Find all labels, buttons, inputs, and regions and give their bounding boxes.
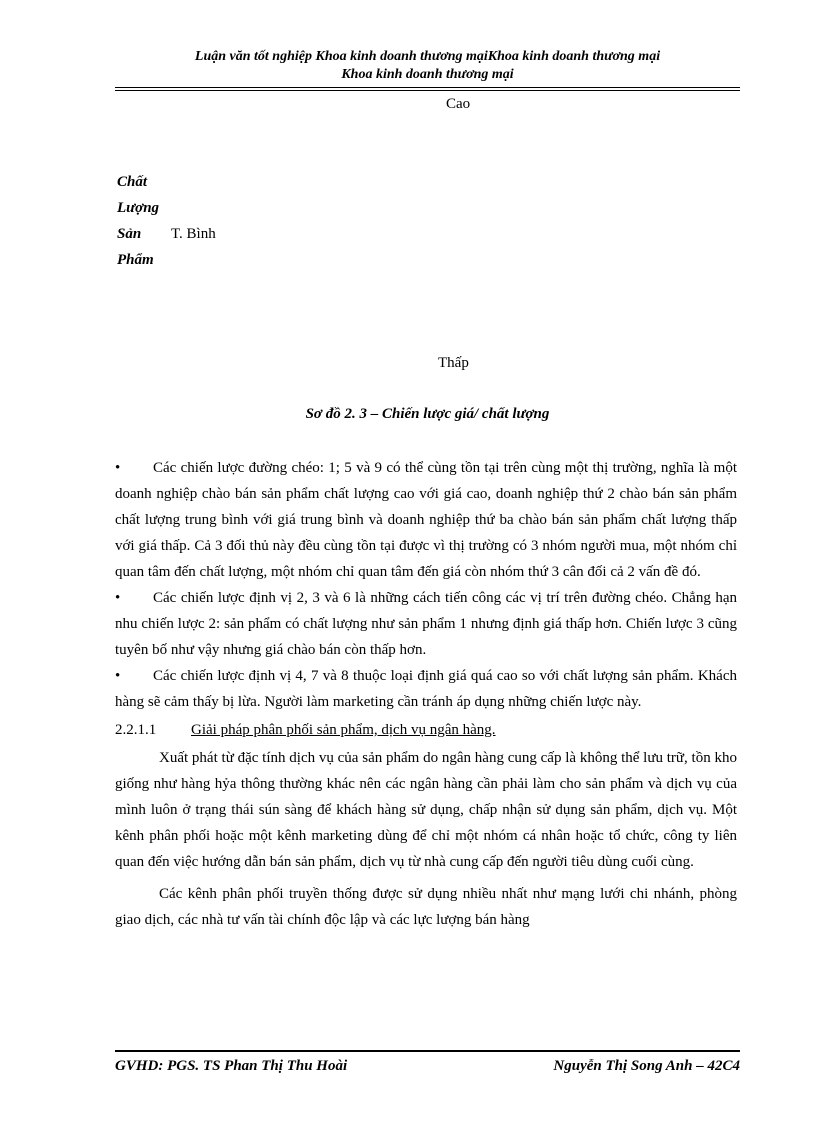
axis-word-4: Phẩm bbox=[117, 252, 154, 268]
bullet-paragraph-1 bbox=[115, 455, 737, 585]
page-header bbox=[115, 48, 740, 84]
bullet-text-3: Các chiến lược định vị 4, 7 và 8 thuộc loại định giá quá cao so với chất lượng sản phẩm. Khách hàng sẽ cảm thấy bị lừa. Người làm marketing cần tránh áp dụng những chiến lược này. bbox=[115, 668, 737, 710]
bullet-icon: • bbox=[115, 590, 121, 606]
header-line-1: Luận văn tốt nghiệp Khoa kinh doanh thương mạiKhoa kinh doanh thương mại bbox=[194, 49, 661, 64]
section-number: 2.2.1.1 bbox=[115, 722, 157, 738]
footer-rule bbox=[115, 1050, 740, 1052]
axis-word-2: Lượng bbox=[117, 200, 160, 216]
section-heading bbox=[115, 717, 737, 743]
diagram-middle-label: T. Bình bbox=[171, 226, 216, 242]
paragraph-2: Các kênh phân phối truyền thống được sử dụng nhiều nhất như mạng lưới chi nhánh, phòng giao dịch, các nhà tư vấn tài chính độc lập và các lực lượng bán hàng bbox=[115, 886, 737, 928]
page-footer bbox=[115, 1058, 740, 1075]
bullet-text-1: Các chiến lược đường chéo: 1; 5 và 9 có thể cùng tồn tại trên cùng một thị trường, nghĩa là một doanh nghiệp chào bán sản phẩm chất lượng cao với giá cao, doanh nghiệp thứ 2 chào bán sản phẩm chất lượng trung bình với giá trung bình và doanh nghiệp thứ ba chào bán sản phẩm chất lượng thấp với giá thấp. Cả 3 đối thủ này đều cùng tồn tại được vì thị trường có 3 nhóm người mua, một nhóm chỉ quan tâm đến chất lượng, một nhóm chỉ quan tâm đến giá còn nhóm thứ 3 cân đối cả 2 vấn đề đó. bbox=[115, 460, 737, 580]
axis-word-1: Chất bbox=[117, 174, 148, 190]
header-rule bbox=[115, 87, 740, 91]
section-title: Giải pháp phân phối sản phẩm, dịch vụ ngân hàng. bbox=[191, 722, 496, 738]
axis-word-3: Sản bbox=[117, 226, 142, 242]
bullet-icon: • bbox=[115, 460, 121, 476]
footer-supervisor: GVHD: PGS. TS Phan Thị Thu Hoài bbox=[115, 1058, 348, 1074]
diagram-top-label: Cao bbox=[446, 96, 471, 112]
body-text bbox=[115, 455, 737, 933]
bullet-icon: • bbox=[115, 668, 121, 684]
paragraph-1: Xuất phát từ đặc tính dịch vụ của sản phẩm do ngân hàng cung cấp là không thể lưu trữ, tồn kho giống như hàng hỷa thông thường khác nên các ngân hàng cần phải làm cho sản phẩm và dịch vụ của mình luôn ở trạng thái sún sàng để khách hàng sử dụng, chấp nhận sử dụng sản phẩm, dịch vụ. Một kênh phân phối hoặc một kênh marketing dùng để chỉ một nhóm cá nhân hoặc tổ chức, công ty liên quan đến việc hướng dẫn bán sản phẩm, dịch vụ từ nhà cung cấp đến người tiêu dùng cuối cùng. bbox=[115, 750, 737, 870]
footer-author: Nguyễn Thị Song Anh – 42C4 bbox=[553, 1058, 740, 1074]
diagram-bottom-label: Thấp bbox=[438, 355, 469, 371]
bullet-paragraph-2 bbox=[115, 585, 737, 663]
bullet-text-2: Các chiến lược định vị 2, 3 và 6 là những cách tiến công các vị trí trên đường chéo. Chẳng hạn nhu chiến lược 2: sản phẩm có chất lượng như sản phẩm 1 nhưng định giá thấp hơn. Chiến lược 3 cũng tuyên bố như vậy nhưng giá chào bán còn thấp hơn. bbox=[115, 590, 737, 658]
diagram-caption: Sơ đồ 2. 3 – Chiến lược giá/ chất lượng bbox=[305, 406, 550, 422]
header-line-2: Khoa kinh doanh thương mại bbox=[341, 67, 514, 82]
bullet-paragraph-3 bbox=[115, 663, 737, 715]
